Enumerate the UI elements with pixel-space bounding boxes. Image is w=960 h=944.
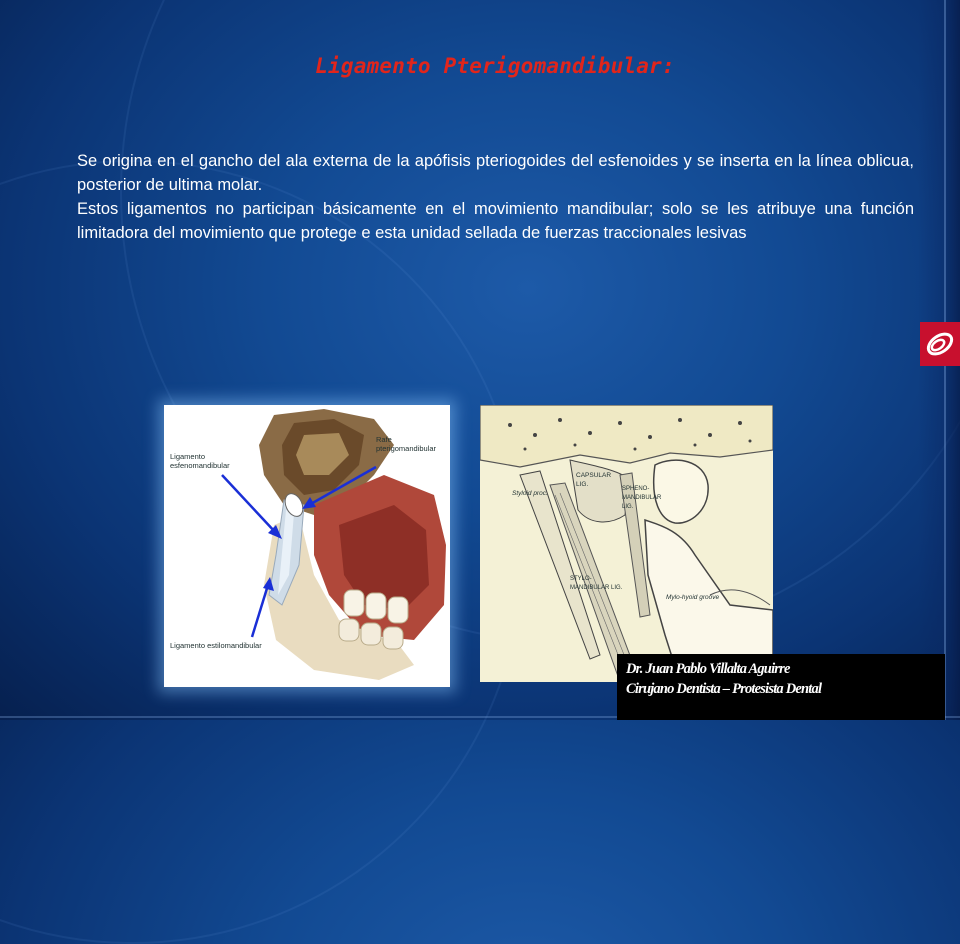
label-estilomandibular: Ligamento estilomandibular [170,641,262,650]
label-mylo-hyoid-groove: Mylo-hyoid groove [666,594,720,601]
anatomy-illustration-right [480,405,773,682]
figure-ligaments-illustration [164,405,450,687]
label-esfenomandibular: Ligamento esfenomandibular [170,452,230,470]
slide-title: Ligamento Pterigomandibular: [315,54,675,78]
paragraph-function: Estos ligamentos no participan básicamente en el movimiento mandibular; solo se les atribuye una función limitadora del movimiento que protege e esta unidad sellada de fuerzas traccionales lesivas [77,200,914,242]
author-title: Cirujano Dentista – Protesista Dental [626,681,822,697]
body-text [77,149,914,245]
author-name: Dr. Juan Pablo Villalta Aguirre [626,661,790,677]
author-credit [617,654,945,720]
figure-joint-illustration [480,405,773,682]
label-rafe-pterigomandibular: Rafe pterigomandibular [376,435,437,453]
logo-icon [920,322,960,366]
label-styloid: Styloid proc. [512,490,548,497]
paragraph-origin: Se origina en el gancho del ala externa de la apófisis pteriogoides del esfenoides y se inserta en la línea oblicua, posterior de ultima molar. [77,152,914,194]
label-capsular: CAPSULAR LIG. [576,472,612,488]
label-stylo-mandibular: STYLO-MANDIBULAR LIG. [570,576,623,591]
label-spheno-mandibular: SPHENO-MANDIBULAR LIG. [622,486,662,510]
